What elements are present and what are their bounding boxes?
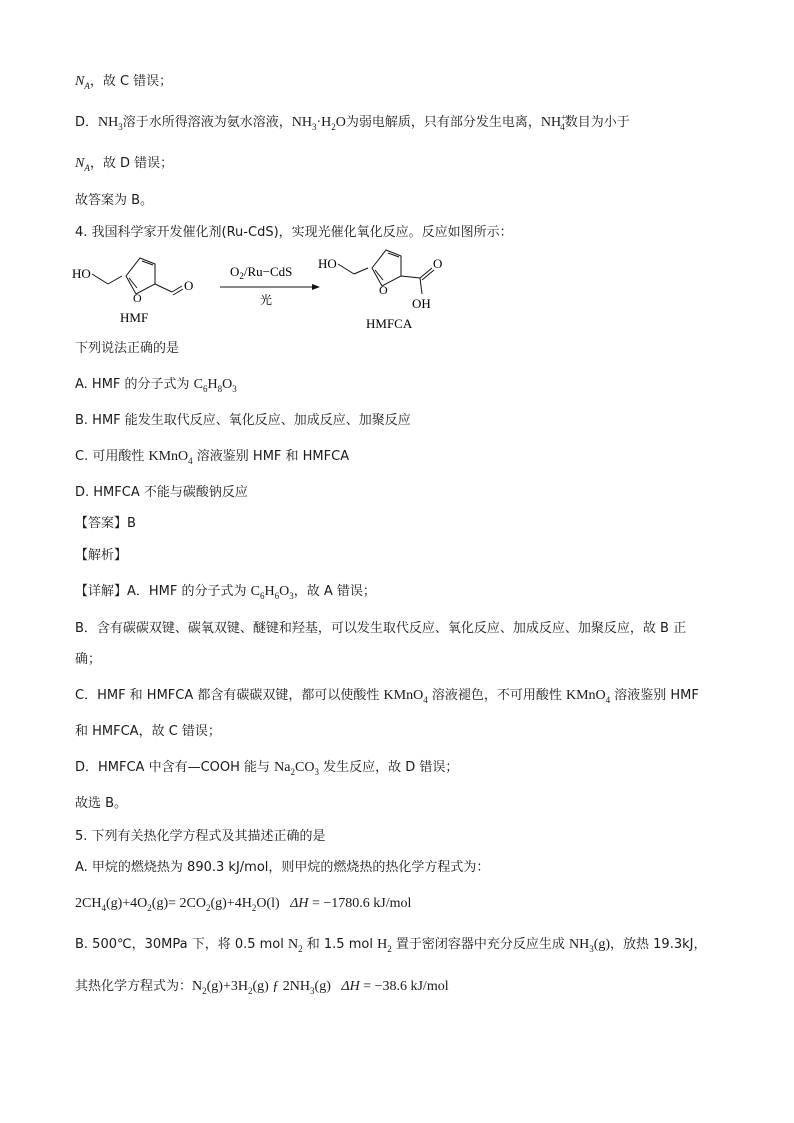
hydroxyl-label: HO <box>72 266 91 281</box>
question-5-stem: 5. 下列有关热化学方程式及其描述正确的是 <box>75 829 326 844</box>
condition-bottom: 光 <box>260 293 273 307</box>
reaction-scheme <box>60 246 460 340</box>
detail-line-a: 【详解】A．HMF 的分子式为 $C_6H_6O_3$，故 A 错误； <box>75 584 376 601</box>
q5-option-a: A. 甲烷的燃烧热为 890.3 kJ/mol，则甲烷的燃烧热的热化学方程式为： <box>75 860 490 875</box>
option-b: B. HMF 能发生取代反应、氧化反应、加成反应、加聚反应 <box>75 413 411 428</box>
hmfca-label: HMFCA <box>366 316 413 331</box>
analysis-tag: 【解析】 <box>75 548 128 563</box>
q5-equation-a: $2CH_4(g)+4O_2(g)= 2CO_2(g)+4H_2O(l)$ ΔH = −1780.6 kJ/mol <box>75 896 412 913</box>
detail-line-b-cont: 确； <box>75 652 102 667</box>
option-c: C. 可用酸性 KMnO$_4$ 溶液鉴别 HMF 和 HMFCA <box>75 449 350 466</box>
detail-line-d: D．HMFCA 中含有—COOH 能与 $Na_2CO_3$ 发生反应，故 D 错误； <box>75 760 459 777</box>
detail-conclusion: 故选 B。 <box>75 796 128 811</box>
answer-line: 【答案】B <box>75 516 136 531</box>
option-d: D. HMFCA 不能与碳酸钠反应 <box>75 485 248 500</box>
q5-equation-b: 其热化学方程式为：$N_2(g)+3H_2(g)$ ƒ $2NH_3(g)$ ΔH = −38.6 kJ/mol <box>75 979 449 996</box>
detail-line-b: B．含有碳碳双键、碳氧双键、醚键和羟基，可以发生取代反应、氧化反应、加成反应、加聚反应，故 B 正 <box>75 621 687 636</box>
text-line: $N_A$，故 D 错误； <box>75 156 174 173</box>
ring-oxygen-label: O <box>379 283 388 297</box>
hmf-label: HMF <box>120 310 149 325</box>
hydroxyl-label: HO <box>318 256 337 271</box>
avogadro-symbol: $N_A$ <box>75 74 90 91</box>
detail-line-c: C．HMF 和 HMFCA 都含有碳碳双键，都可以使酸性 KMnO$_4$ 溶液褪色，不可用酸性 KMnO$_4$ 溶液鉴别 HMF <box>75 688 699 705</box>
condition-top: $O_2/Ru-CdS$ <box>230 264 293 281</box>
question-4-stem: 4. 我国科学家开发催化剂(Ru-CdS)，实现光催化氧化反应。反应如图所示： <box>75 225 513 240</box>
question-4-ask: 下列说法正确的是 <box>75 341 180 356</box>
detail-line-c-cont: 和 HMFCA，故 C 错误； <box>75 724 221 739</box>
ring-oxygen-label: O <box>133 291 142 305</box>
acid-hydroxyl-label: OH <box>412 296 431 311</box>
option-a: A. HMF 的分子式为 $C_6H_8O_3$ <box>75 377 237 394</box>
option-d-explanation: D．$NH_3$溶于水所得溶液为氨水溶液，$NH_3\cdot H_2O$为弱电解质，只有部分发生电离，$NH^+_4$数目为小于 <box>75 112 630 132</box>
conclusion-text: 故答案为 B。 <box>75 193 154 208</box>
text-line: $N_A$，故 C 错误； <box>75 74 173 91</box>
aldehyde-oxygen-label: O <box>184 278 194 293</box>
carbonyl-oxygen-label: O <box>433 256 443 271</box>
q5-option-b: B. 500℃，30MPa 下，将 0.5 mol $N_2$ 和 1.5 mol $H_2$ 置于密闭容器中充分反应生成 $NH_3(g)$，放热 19.3kJ， <box>75 937 707 954</box>
